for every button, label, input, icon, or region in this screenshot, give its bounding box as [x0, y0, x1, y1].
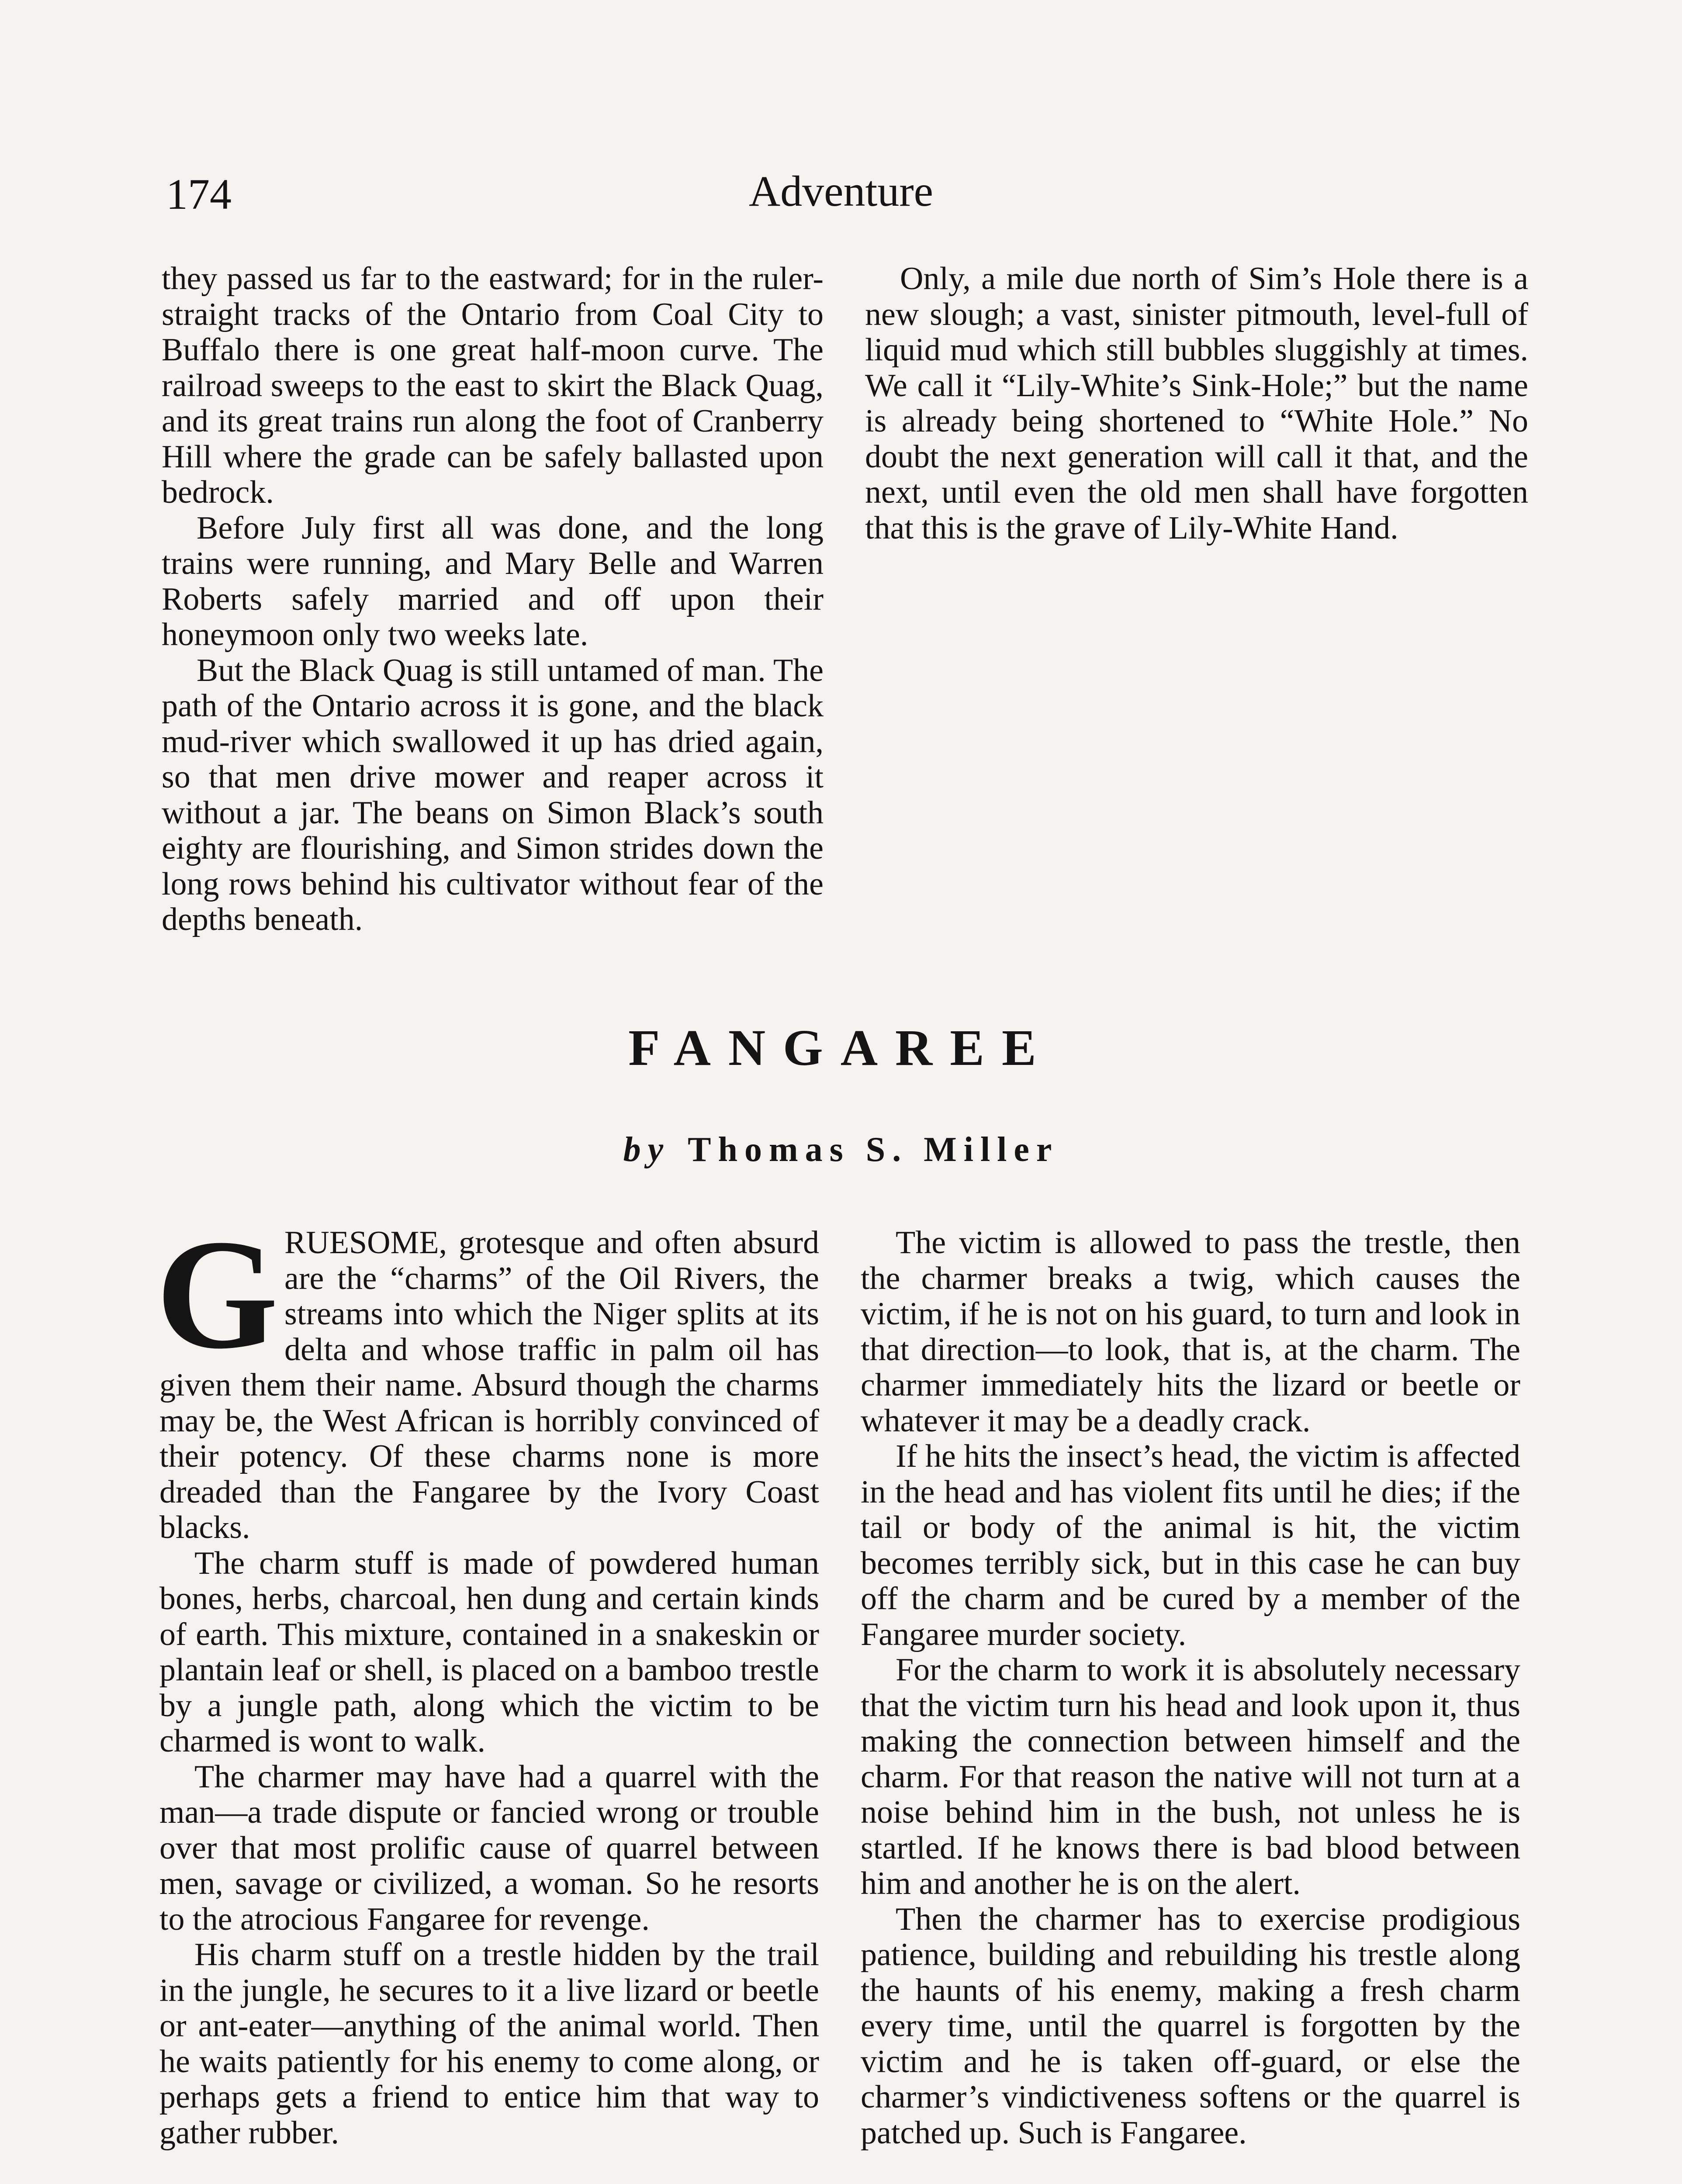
- first-paragraph-text: RUESOME, grotesque and often absurd are the “charms” of the Oil Rivers, the streams into which the Niger splits at its delta and whose traffic in palm oil has given them their name. Absurd though the charms may be, the West African is horribly convinced of their potency. Of these charms none is more dreaded than the Fangaree by the Ivory Coast blacks.: [159, 1225, 819, 1545]
- byline: [0, 1132, 1682, 1167]
- drop-cap: G: [156, 1207, 279, 1381]
- previous-story-left-column: [162, 261, 824, 938]
- paragraph: Before July first all was done, and the long trains were running, and Mary Belle and Warren Roberts safely married and off upon their honeymoon only two weeks late.: [162, 510, 824, 653]
- paragraph: they passed us far to the eastward; for in the ruler-straight tracks of the Ontario from Coal City to Buffalo there is one great half-moon curve. The railroad sweeps to the east to skirt the Black Quag, and its great trains run along the foot of Cranberry Hill where the grade can be safely ballasted upon bedrock.: [162, 261, 824, 510]
- paragraph: Then the charmer has to exercise prodigious patience, building and rebuilding his trestle along the haunts of his enemy, making a fresh charm every time, until the quarrel is forgotten by the victim and he is taken off-guard, or else the charmer’s vindictiveness softens or the quarrel is patched up. Such is Fangaree.: [861, 1901, 1520, 2151]
- paragraph: His charm stuff on a trestle hidden by the trail in the jungle, he secures to it a live lizard or beetle or ant-eater—anything of the animal world. Then he waits patiently for his enemy to come along, or perhaps gets a friend to entice him that way to gather rubber.: [159, 1937, 819, 2151]
- paragraph: The charm stuff is made of powdered human bones, herbs, charcoal, hen dung and certain kinds of earth. This mixture, contained in a snakeskin or plantain leaf or shell, is placed on a bamboo trestle by a jungle path, along which the victim to be charmed is wont to walk.: [159, 1545, 819, 1759]
- paragraph: Only, a mile due north of Sim’s Hole there is a new slough; a vast, sinister pitmouth, level-full of liquid mud which still bubbles sluggishly at times. We call it “Lily-White’s Sink-Hole;” but the name is already being shortened to “White Hole.” No doubt the next generation will call it that, and the next, until even the old men shall have forgotten that this is the grave of Lily-White Hand.: [865, 261, 1528, 546]
- paragraph: But the Black Quag is still untamed of man. The path of the Ontario across it is gone, and the black mud-river which swallowed it up has dried again, so that men drive mower and reaper across it without a jar. The beans on Simon Black’s south eighty are flourishing, and Simon strides down the long rows behind his cultivator without fear of the depths beneath.: [162, 652, 824, 937]
- paragraph: The victim is allowed to pass the trestle, then the charmer breaks a twig, which causes the victim, if he is not on his guard, to turn and look in that direction—to look, that is, at the charm. The charmer immediately hits the lizard or beetle or whatever it may be a deadly crack.: [861, 1225, 1520, 1439]
- paragraph: For the charm to work it is absolutely necessary that the victim turn his head and look upon it, thus making the connection between himself and the charm. For that reason the native will not turn at a noise behind him in the bush, not unless he is startled. If he knows there is bad blood between him and another he is on the alert.: [861, 1652, 1520, 1901]
- story-left-column: [156, 1207, 819, 2151]
- byline-prefix: by: [623, 1130, 671, 1169]
- paragraph: If he hits the insect’s head, the victim is affected in the head and has violent fits until he dies; if the tail or body of the animal is hit, the victim becomes terribly sick, but in this case he can buy off the charm and be cured by a member of the Fangaree murder society.: [861, 1438, 1520, 1652]
- page-number: 174: [166, 170, 232, 218]
- story-right-column: [861, 1225, 1520, 2151]
- author-name: Thomas S. Miller: [688, 1130, 1059, 1169]
- story-title: FANGAREE: [628, 1019, 1054, 1076]
- previous-story-right-column: [865, 261, 1528, 546]
- paragraph: The charmer may have had a quarrel with the man—a trade dispute or fancied wrong or trouble over that most prolific cause of quarrel between men, savage or civilized, a woman. So he resorts to the atrocious Fangaree for revenge.: [159, 1759, 819, 1937]
- running-head: Adventure: [748, 167, 934, 215]
- first-paragraph: [156, 1207, 819, 1546]
